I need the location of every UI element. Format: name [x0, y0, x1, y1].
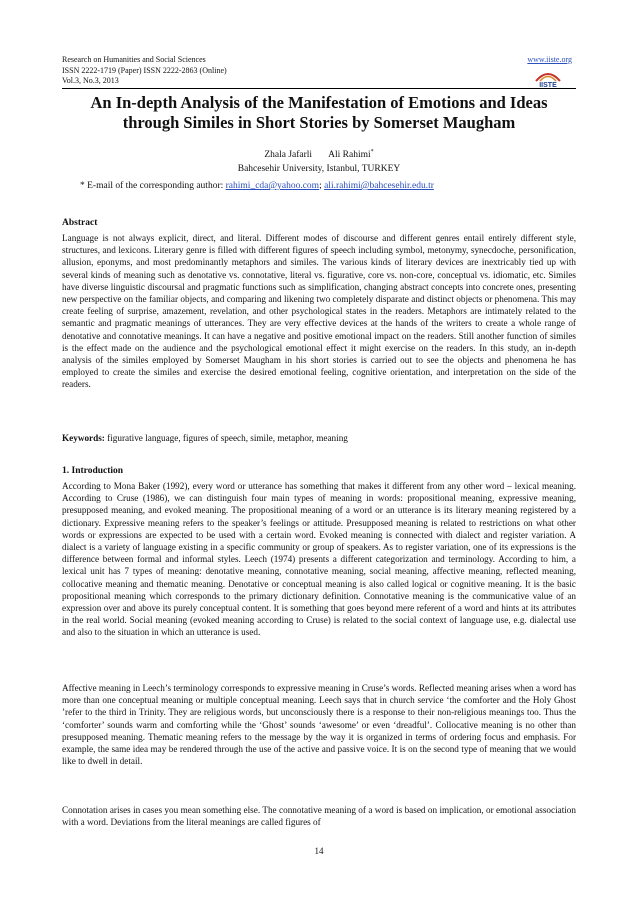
- header-rule: [62, 88, 576, 89]
- logo-text: IISTE: [539, 82, 557, 88]
- correspondence-prefix: * E-mail of the corresponding author:: [80, 181, 226, 191]
- correspondence-line: [80, 180, 580, 192]
- keywords: [62, 432, 576, 444]
- keywords-text: figurative language, figures of speech, simile, metaphor, meaning: [104, 433, 348, 443]
- page-number: 14: [314, 846, 324, 856]
- journal-volume: Vol.3, No.3, 2013: [62, 76, 119, 85]
- author-name: Zhala Jafarli: [264, 150, 313, 161]
- iiste-logo: [528, 66, 568, 88]
- journal-issn: ISSN 2222-1719 (Paper) ISSN 2222-2863 (Online): [62, 65, 227, 75]
- paragraph: Affective meaning in Leech’s terminology corresponds to expressive meaning in Cruse’s words. Reflected meaning arises when a word has more than one conceptual meaning or multiple conceptual meaning. Leech says that in church service ‘the comforter and the Holy Ghost ’refer to the third in Trinity. They are religious words, but unconsciously there is a response to their non-religious meanings too. Thus the ‘comforter’ sounds warm and comforting while the ‘Ghost’ sounds ‘awesome’ or even ‘dreadful’. Collocative meaning is no other than presupposed meaning. Thematic meaning refers to the message by the way it is organized in terms of ordering focus and emphasis. For example, the same idea may be rendered through the use of the active and passive voice. It is on the second type of meaning that we would like to dwell in detail.: [62, 683, 576, 767]
- keywords-label: Keywords:: [62, 433, 105, 443]
- abstract-text: Language is not always explicit, direct, and literal. Different modes of discourse and different genres entail entirely different style, structures, and lexicons. Literary genre is filled with different figures of speech including symbol, metonymy, synecdoche, personification, allusion, eponyms, and most predominantly metaphors and similes. The various kinds of literary devices are inextricably tied up with several kinds of meaning such as denotative vs. connotative, literal vs. figurative, core vs. non-core, conceptual vs. idiomatic, etc. Similes have diverse linguistic discoursal and pragmatic functions such as simplification, changing abstract concepts into concrete ones, presenting new perspective on the familiar objects, and comparing and likening two completely disparate and distinct objects or phenomena. This may create feeling of surprise, amazement, revelation, and other psychological states in the readers. Metaphors are intimately related to the semantic and pragmatic meanings of utterances. They are very effective devices at the hands of the writers to create a whole range of denotative and connotative meanings. It can have a negative and positive emotional impact on the readers. Still another function of similes is the effect made on the audience and the psychological emotional effect it might exercise on the readers. In this study, an in-depth analysis of the similes employed by Somerset Maugham in his short stories is carried out to see the objects and phenomena he has employed to create the similes and exercise the desired emotional feeling, cognitive orientation, and interpretation on the side of the readers.: [62, 233, 576, 390]
- journal-name: Research on Humanities and Social Sciences: [62, 55, 206, 64]
- paper-title: An In-depth Analysis of the Manifestation of Emotions and Ideas through Similes in Short Stories by Somerset Maugham: [90, 93, 548, 132]
- paragraph: Connotation arises in cases you mean something else. The connotative meaning of a word is based on implication, or emotional association with a word. Deviations from the literal meanings are called figures of: [62, 805, 576, 828]
- journal-info: [62, 55, 227, 87]
- email-link[interactable]: ali.rahimi@bahcesehir.edu.tr: [324, 181, 434, 191]
- section-heading: 1. Introduction: [62, 466, 124, 476]
- paragraph: According to Mona Baker (1992), every word or utterance has something that makes it different from any other word – lexical meaning. According to Cruse (1986), we can distinguish four main types of meaning in words: propositional meaning, expressive meaning, presupposed meaning, and evoked meaning. The propositional meaning of a word or an utterance is its literary meaning registered by a dictionary. Expressive meaning refers to the speaker’s feelings or attitude. Presupposed meaning is related to restrictions on what other words or expressions are expected to be used with a certain word. Evoked meaning is connected with dialect and register variation. A dialect is a variety of language existing in a specific community or group of speakers. As to register variation, one of its expressions is the difference between formal and informal styles. Leech (1974) presents a different categorization and terminology. According to him, a lexical unit has 7 types of meaning: denotative meaning, connotative meaning, social meaning, affective meaning, reflected meaning, collocative meaning and thematic meaning. Denotative or conceptual meaning is also called logical or cognitive meaning. It is the basic propositional meaning which corresponds to the primary dictionary definition. Connotative meaning is the communicative value of an expression over and above its purely conceptual content. It is something that goes beyond mere referent of a word and hints at its attributes in the real world. Social meaning (evoked meaning according to Cruse) is related to the social context of language use, e.g. dialectal use and also to the situation in which an utterance is used.: [62, 481, 576, 638]
- email-separator: ;: [319, 181, 325, 191]
- author-name: Ali Rahimi: [328, 150, 371, 161]
- email-link[interactable]: rahimi_cda@yahoo.com: [225, 181, 320, 191]
- corresponding-mark: *: [370, 149, 374, 155]
- abstract-heading: Abstract: [62, 218, 98, 228]
- journal-url-link[interactable]: www.iiste.org: [527, 55, 572, 64]
- journal-header: [62, 55, 576, 91]
- affiliation: Bahcesehir University, Istanbul, TURKEY: [237, 164, 401, 174]
- author-line: [62, 146, 576, 161]
